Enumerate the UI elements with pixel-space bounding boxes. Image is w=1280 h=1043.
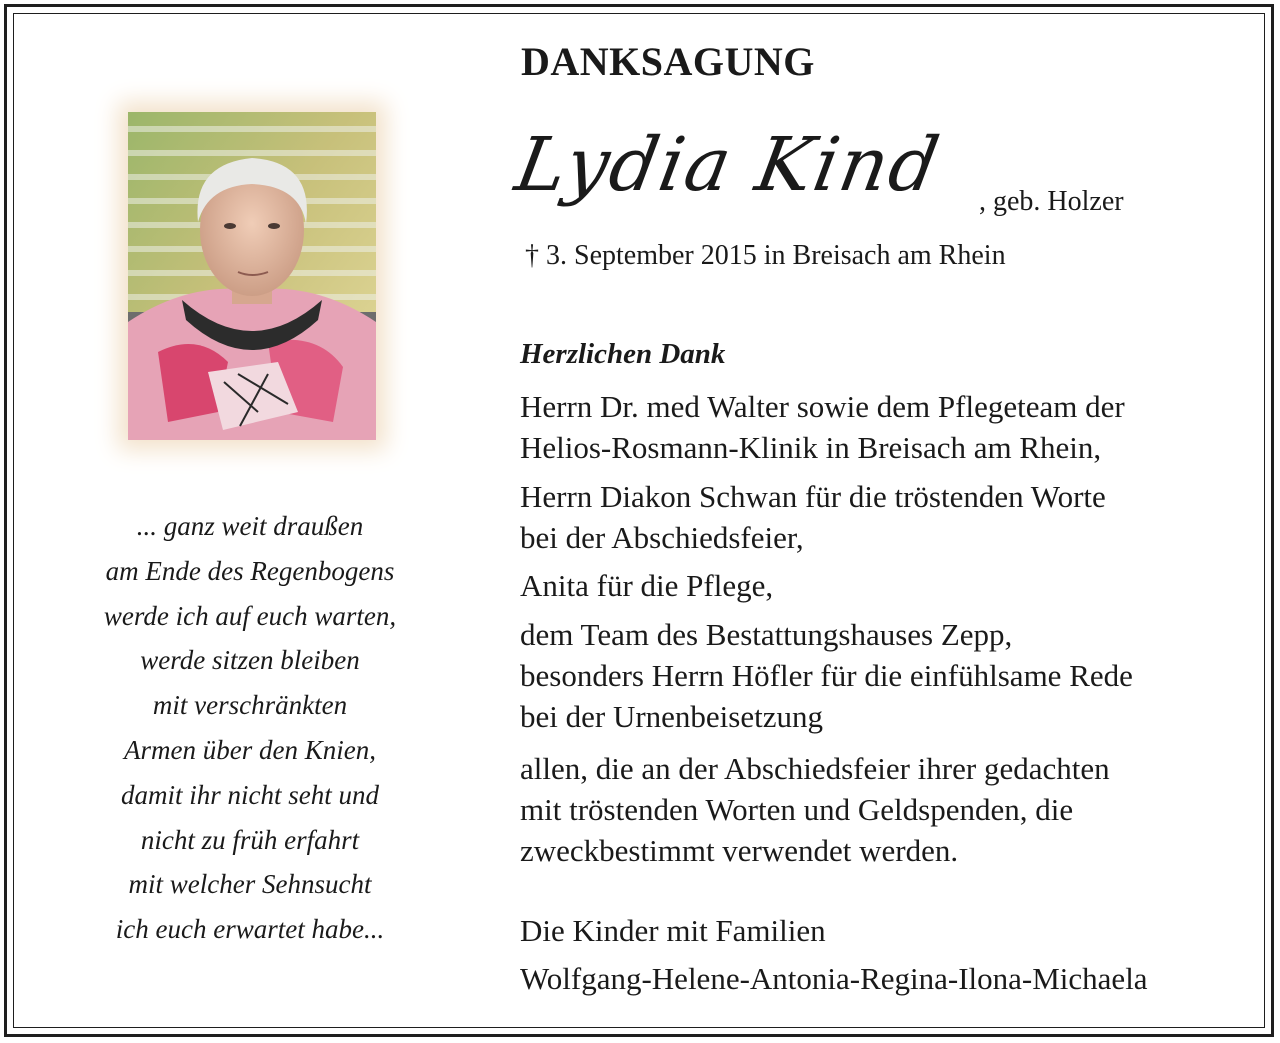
maiden-name: , geb. Holzer xyxy=(979,186,1124,217)
poem-line: ich euch erwartet habe... xyxy=(115,914,385,945)
thanks-paragraph-funeral-home xyxy=(520,614,1133,737)
thanks-line: zweckbestimmt verwendet werden. xyxy=(520,833,959,868)
thanks-paragraph-care xyxy=(520,565,773,606)
thanks-line: dem Team des Bestattungshauses Zepp, xyxy=(520,617,1013,652)
thanks-line: besonders Herrn Höfler für die einfühlsame Rede xyxy=(520,658,1133,693)
poem-line: nicht zu früh erfahrt xyxy=(140,824,360,855)
thanks-line: mit tröstenden Worten und Geldspenden, die xyxy=(520,792,1074,827)
poem-line: am Ende des Regenbogens xyxy=(105,555,395,586)
thanks-line: bei der Abschiedsfeier, xyxy=(520,520,804,555)
notice-heading: DANKSAGUNG xyxy=(521,39,815,84)
poem-line: Armen über den Knien, xyxy=(124,734,376,765)
thanks-line: Herrn Diakon Schwan für die tröstenden Worte xyxy=(520,479,1106,514)
signoff xyxy=(520,910,1148,1006)
thanks-line: allen, die an der Abschiedsfeier ihrer gedachten xyxy=(520,751,1110,786)
poem-line: mit verschränkten xyxy=(152,690,348,721)
poem-line: damit ihr nicht seht und xyxy=(121,779,379,810)
thanks-line: Herrn Dr. med Walter sowie dem Pflegeteam der xyxy=(520,389,1125,424)
memorial-poem xyxy=(50,506,450,954)
deceased-name: Lydia Kind xyxy=(509,122,947,208)
thanks-line: bei der Urnenbeisetzung xyxy=(520,699,823,734)
death-date-place: † 3. September 2015 in Breisach am Rhein xyxy=(525,240,1006,271)
thanks-title: Herzlichen Dank xyxy=(520,338,726,370)
signoff-line: Die Kinder mit Familien xyxy=(520,913,826,948)
thanks-paragraph-deacon xyxy=(520,476,1106,558)
thanks-line: Helios-Rosmann-Klinik in Breisach am Rhein, xyxy=(520,430,1102,465)
poem-line: werde ich auf euch warten, xyxy=(103,600,397,631)
portrait-image xyxy=(128,112,376,440)
poem-line: ... ganz weit draußen xyxy=(136,511,364,541)
thanks-paragraph-guests xyxy=(520,748,1110,871)
poem-line: mit welcher Sehnsucht xyxy=(128,869,372,900)
thanks-line: Anita für die Pflege, xyxy=(520,568,774,603)
poem-line: werde sitzen bleiben xyxy=(140,645,360,676)
thanks-paragraph-doctor xyxy=(520,386,1125,468)
portrait-photo xyxy=(128,112,376,440)
signoff-line: Wolfgang-Helene-Antonia-Regina-Ilona-Michaela xyxy=(520,961,1148,996)
